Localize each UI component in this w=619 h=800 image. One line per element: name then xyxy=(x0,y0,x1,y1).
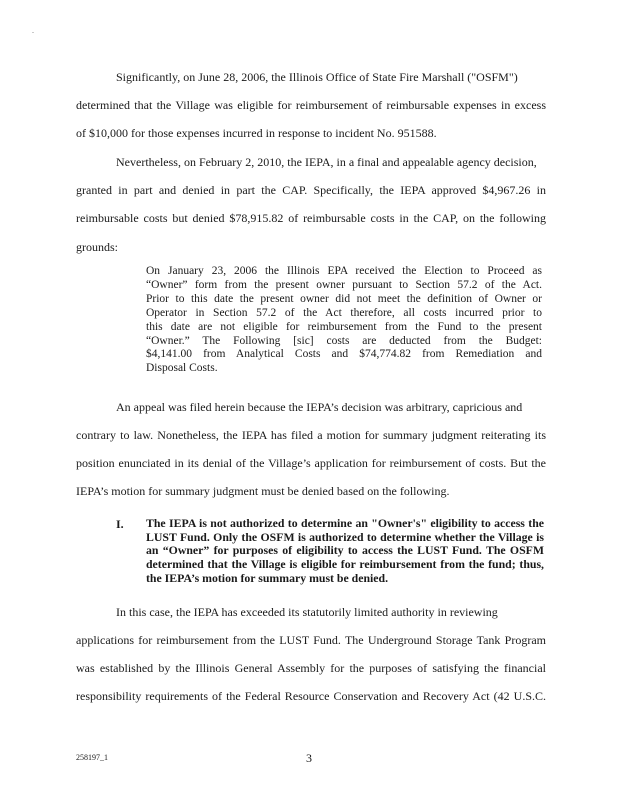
quote-line: On January 23, 2006 the Illinois EPA received the Election to Proceed as xyxy=(146,265,542,277)
quote-line: $4,141.00 from Analytical Costs and $74,774.82 from Remediation and xyxy=(146,348,542,361)
paragraph-line: An appeal was filed herein because the IEPA’s decision was arbitrary, capricious and xyxy=(116,400,523,414)
paragraph-line: grounds: xyxy=(76,240,118,254)
heading-line: determined that the Village is eligible for reimbursement from the fund; thus, xyxy=(146,557,544,572)
paragraph-line: granted in part and denied in part the CAP. Specifically, the IEPA approved $4,967.26 in xyxy=(76,183,546,197)
quote-line: “Owner” form from the present owner pursuant to Section 57.2 of the Act. xyxy=(146,278,542,291)
section-heading xyxy=(146,517,544,586)
paragraph-line: position enunciated in its denial of the Village’s application for reimbursement of costs. But the xyxy=(76,456,546,470)
heading-number: I. xyxy=(116,517,124,531)
quote-line: Prior to this date the present owner did not meet the definition of Owner or xyxy=(146,292,542,305)
paragraph-line: Nevertheless, on February 2, 2010, the IEPA, in a final and appealable agency decision, xyxy=(116,155,537,169)
paragraph-line: In this case, the IEPA has exceeded its statutorily limited authority in reviewing xyxy=(116,605,498,619)
block-quote xyxy=(146,265,542,376)
page-number: 3 xyxy=(306,751,312,765)
quote-line: this date are not eligible for reimbursement from the Fund to the present xyxy=(146,320,542,333)
stray-mark: . xyxy=(32,26,34,35)
paragraph-line: IEPA’s motion for summary judgment must be denied based on the following. xyxy=(76,484,450,498)
quote-line: “Owner.” The Following [sic] costs are deducted from the Budget: xyxy=(146,334,542,347)
paragraph-line: determined that the Village was eligible for reimbursement of reimbursable expenses in excess xyxy=(76,98,546,112)
paragraph-line: was established by the Illinois General Assembly for the purposes of satisfying the financial xyxy=(76,661,546,675)
heading-line: The IEPA is not authorized to determine an "Owner's" eligibility to access the xyxy=(146,516,544,530)
paragraph-line: of $10,000 for those expenses incurred in response to incident No. 951588. xyxy=(76,126,437,140)
paragraph-line: reimbursable costs but denied $78,915.82 of reimbursable costs in the CAP, on the following xyxy=(76,211,546,225)
paragraph-line: contrary to law. Nonetheless, the IEPA has filed a motion for summary judgment reiterating its xyxy=(76,428,546,442)
paragraph-line: applications for reimbursement from the LUST Fund. The Underground Storage Tank Program xyxy=(76,633,546,647)
quote-line: Disposal Costs. xyxy=(146,362,218,375)
paragraph-line: Significantly, on June 28, 2006, the Illinois Office of State Fire Marshall ("OSFM") xyxy=(116,70,518,84)
heading-line: LUST Fund. Only the OSFM is authorized to determine whether the Village is xyxy=(146,529,544,544)
heading-line: the IEPA’s motion for summary must be denied. xyxy=(146,570,389,585)
heading-line: an “Owner” for purposes of eligibility to access the LUST Fund. The OSFM xyxy=(146,543,544,558)
paragraph-line: responsibility requirements of the Federal Resource Conservation and Recovery Act (42 U.S.C. xyxy=(76,689,546,703)
document-code: 258197_1 xyxy=(76,753,108,762)
quote-line: Operator in Section 57.2 of the Act therefore, all costs incurred prior to xyxy=(146,306,542,319)
